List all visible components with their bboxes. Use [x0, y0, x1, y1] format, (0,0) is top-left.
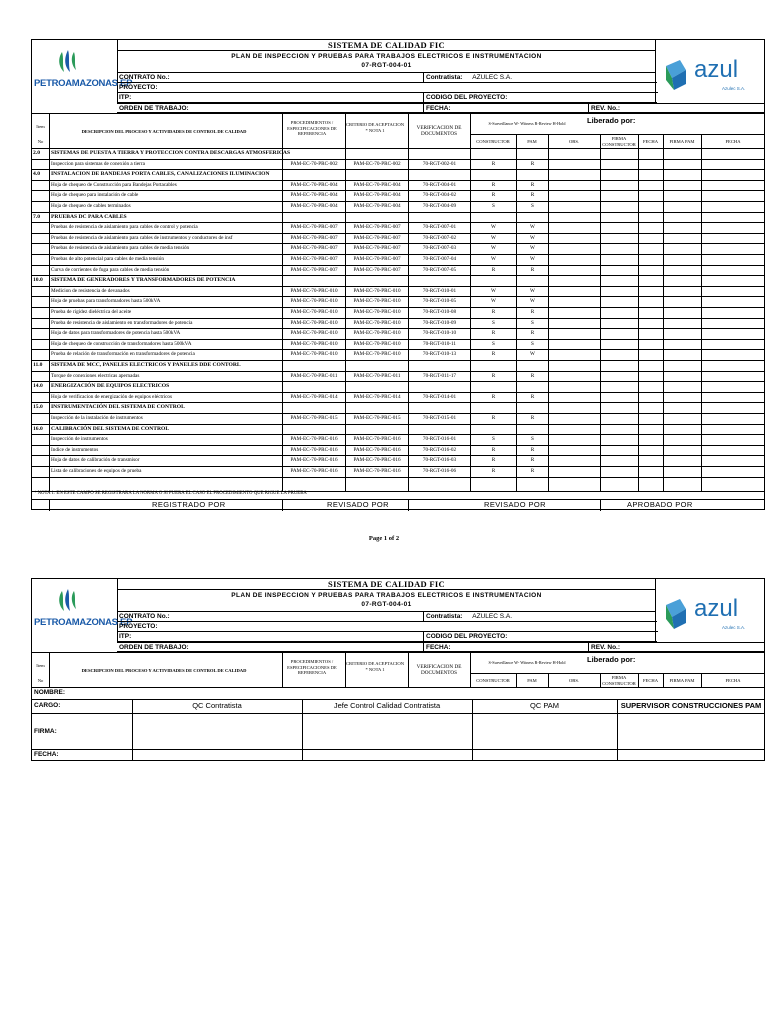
procedure-ref: PAM-EC-70-PRC-015: [290, 415, 338, 421]
pam-code: R: [530, 372, 535, 379]
procedure-ref: PAM-EC-70-PRC-010: [290, 298, 338, 305]
activity-description: Pruebas de resistencia de aislamiento para cables de control y potencia: [51, 224, 198, 231]
procedimientos-header-2: PROCEDIMIENTOS / ESPECIFICACIONES DE REFERENCIA: [287, 659, 337, 675]
activity-description: Hoja de chequeo de Construcción para Bandejas Portacables: [51, 181, 177, 188]
verification-doc: 70-RGT-002-01: [422, 160, 457, 167]
procedure-ref: PAM-EC-70-PRC-010: [290, 309, 338, 315]
procedure-ref: PAM-EC-70-PRC-014: [290, 393, 338, 400]
pam-code: W: [530, 234, 535, 241]
activity-description: Pruebas de resistencia de aislamiento para cables de media tensión: [51, 245, 190, 252]
procedure-ref: PAM-EC-70-PRC-007: [290, 256, 338, 262]
contratista-label: Contratista:: [426, 74, 463, 81]
criterio-header: CRITERIO DE ACEPTACION * NOTA 1: [345, 122, 405, 133]
activity-description: Hoja de chequeo de construcción de transformadores hasta 500kVA: [51, 340, 192, 347]
constructor-code: R: [491, 181, 496, 188]
acceptance-criteria: PAM-EC-70-PRC-010: [353, 330, 401, 337]
pam-code: W: [530, 298, 535, 305]
verification-doc: 70-RGT-004-02: [422, 192, 457, 199]
section-number: 7.0: [33, 213, 40, 220]
pam-header-2: PAM: [527, 678, 537, 683]
activity-description: Lista de calibraciones de equipos de prueba: [51, 468, 142, 474]
acceptance-criteria: PAM-EC-70-PRC-011: [353, 372, 401, 379]
fecha-field-2[interactable]: FECHA:: [423, 642, 588, 652]
acceptance-criteria: PAM-EC-70-PRC-016: [353, 436, 401, 443]
petroamazonas-name: PETROAMAZONAS EP: [34, 78, 133, 89]
pam-code: W: [530, 256, 535, 262]
no-header-2: No: [37, 678, 44, 683]
section-number: 4.0: [33, 171, 40, 178]
section-number: 2.0: [33, 150, 40, 156]
constructor-code: W: [491, 298, 496, 305]
proyecto-field[interactable]: PROYECTO:: [117, 83, 658, 93]
contratista-field[interactable]: [423, 73, 657, 83]
pam-code: R: [530, 457, 535, 464]
verification-doc: 70-RGT-016-01: [422, 436, 457, 443]
plan-title: [117, 50, 656, 73]
descripcion-header: DESCRIPCION DEL PROCESO Y ACTIVIDADES DE CONTROL DE CALIDAD: [81, 129, 247, 134]
activity-description: Pruebas de resistencia de aislamiento para cables de instrumentos y conductores de insf: [51, 234, 233, 241]
pam-code: R: [530, 468, 535, 474]
pam-code: R: [530, 446, 535, 453]
constructor-code: W: [491, 224, 496, 231]
constructor-code: S: [492, 436, 495, 443]
acceptance-criteria: PAM-EC-70-PRC-010: [353, 351, 401, 358]
verification-doc: 70-RGT-010-10: [422, 330, 457, 337]
verification-doc: 70-RGT-011-17: [422, 372, 457, 379]
contrato-field[interactable]: CONTRATO No.:: [117, 73, 423, 83]
section-number: 11.0: [33, 362, 43, 368]
pam-code: W: [530, 287, 535, 294]
acceptance-criteria: PAM-EC-70-PRC-010: [353, 309, 401, 315]
criterio-header-2: CRITERIO DE ACEPTACION * NOTA 1: [345, 661, 405, 672]
acceptance-criteria: PAM-EC-70-PRC-015: [353, 415, 401, 421]
constructor-code: W: [491, 245, 496, 252]
firma-constructor-header-2: FIRMA CONSTRUCTOR: [602, 675, 636, 686]
constructor-code: R: [491, 457, 496, 464]
constructor-code: W: [491, 234, 496, 241]
pam-code: R: [530, 415, 535, 421]
obs-header-2: OBS.: [568, 678, 580, 683]
page-1-sheet: [31, 39, 765, 510]
plan-code: 07-RGT-004-01: [361, 62, 412, 69]
petroamazonas-drop-icon-2: [32, 579, 116, 643]
activity-description: Hoja de datos para transformadores de potencia hasta 500kVA: [51, 330, 181, 337]
constructor-code: S: [492, 203, 495, 209]
procedure-ref: PAM-EC-70-PRC-016: [290, 436, 338, 443]
verification-doc: 70-RGT-016-03: [422, 457, 457, 464]
procedure-ref: PAM-EC-70-PRC-002: [290, 160, 338, 167]
constructor-code: R: [491, 415, 496, 421]
procedure-ref: PAM-EC-70-PRC-004: [290, 181, 338, 188]
item-header-2: Item: [36, 663, 45, 668]
firma-constructor-header: FIRMA CONSTRUCTOR: [602, 136, 636, 147]
activity-description: Hoja de datos de calibración de transmisor: [51, 457, 140, 464]
activity-description: Inspección de instrumentos: [51, 436, 108, 443]
procedure-ref: PAM-EC-70-PRC-007: [290, 234, 338, 241]
pam-code: R: [530, 192, 535, 199]
itp-field[interactable]: ITP:: [117, 93, 423, 103]
constructor-header: CONSTRUCTOR: [476, 139, 510, 144]
activity-description: Inspección de la instalación de instrumentos: [51, 415, 143, 421]
section-title: CALIBRACIÓN DEL SISTEMA DE CONTROL: [51, 425, 170, 432]
activity-description: Inspeccion para sistemas de conexión a tierra: [51, 160, 145, 167]
procedure-ref: PAM-EC-70-PRC-007: [290, 266, 338, 273]
verification-doc: 70-RGT-007-03: [422, 245, 457, 252]
constructor-code: R: [491, 266, 496, 273]
constructor-code: W: [491, 287, 496, 294]
liberado-header-2: Liberado por:: [587, 655, 636, 664]
page-number: Page 1 of 2: [368, 535, 400, 542]
constructor-code: R: [491, 351, 496, 358]
verification-doc: 70-RGT-007-01: [422, 224, 457, 231]
fecha-sig-label: FECHA:: [34, 751, 59, 758]
plan-title-2: [117, 589, 656, 612]
firma-label: FIRMA:: [34, 728, 57, 735]
verificacion-header: VERIFICACION DE DOCUMENTOS: [416, 125, 462, 137]
constructor-header-2: CONSTRUCTOR: [476, 678, 510, 683]
pam-code: R: [530, 330, 535, 337]
activity-description: Hoja de chequeo de cables terminados: [51, 203, 131, 209]
acceptance-criteria: PAM-EC-70-PRC-007: [353, 245, 401, 252]
acceptance-criteria: PAM-EC-70-PRC-010: [353, 287, 401, 294]
azul-subtitle: Azulec S.A.: [722, 86, 746, 91]
constructor-code: R: [491, 330, 496, 337]
verification-doc: 70-RGT-007-04: [422, 256, 457, 262]
section-title: SISTEMA DE MCC, PANELES ELECTRICOS Y PANELES DDE CONTORL: [51, 362, 241, 368]
nombre-label: NOMBRE:: [34, 689, 66, 696]
activity-description: Pruebas de alto potencial para cables de media tensión: [51, 256, 164, 262]
petroamazonas-name-2: PETROAMAZONAS EP: [34, 617, 133, 628]
plan-title-text-2: PLAN DE INSPECCION Y PRUEBAS PARA TRABAJOS ELECTRICOS E INSTRUMENTACION: [231, 592, 542, 599]
verificacion-header-2: VERIFICACION DE DOCUMENTOS: [416, 664, 462, 676]
procedimientos-header: PROCEDIMIENTOS / ESPECIFICACIONES DE REFERENCIA: [287, 120, 337, 136]
orden-field-2[interactable]: ORDEN DE TRABAJO:: [117, 642, 423, 652]
plan-code-2: 07-RGT-004-01: [361, 601, 412, 608]
acceptance-criteria: PAM-EC-70-PRC-010: [353, 340, 401, 347]
role-supervisor-construcciones: SUPERVISOR CONSTRUCCIONES PAM: [620, 701, 762, 710]
constructor-code: S: [492, 340, 495, 347]
acceptance-criteria: PAM-EC-70-PRC-007: [353, 234, 401, 241]
activity-description: Medicion de resistencia de devanados: [51, 287, 130, 294]
fecha1-header-2: FECHA: [642, 678, 659, 683]
petroamazonas-drop-icon: [32, 40, 116, 104]
section-title: ENERGIZACIÓN DE EQUIPOS ELECTRICOS: [51, 383, 170, 390]
contratista-label-2: Contratista:: [426, 613, 463, 620]
section-title: SISTEMAS DE PUESTA A TIERRA Y PROTECCION CONTRA DESCARGAS ATMOSFERICAS: [51, 150, 291, 156]
pam-code: W: [530, 224, 535, 231]
page-2-sheet: [31, 578, 765, 761]
aprobado-por: APROBADO POR: [627, 500, 693, 509]
procedure-ref: PAM-EC-70-PRC-007: [290, 245, 338, 252]
pam-code: R: [530, 393, 535, 400]
contratista-value-2: AZULEC S.A.: [472, 613, 513, 620]
azul-subtitle-2: Azulec S.A.: [722, 625, 746, 630]
acceptance-criteria: PAM-EC-70-PRC-010: [353, 319, 401, 326]
cargo-label: CARGO:: [34, 702, 61, 709]
azul-logo: [655, 40, 764, 104]
verification-doc: 70-RGT-010-13: [422, 351, 457, 358]
pam-code: S: [531, 319, 534, 326]
verification-doc: 70-RGT-010-11: [422, 340, 457, 347]
verification-doc: 70-RGT-010-09: [422, 319, 457, 326]
fecha-field[interactable]: FECHA:: [423, 103, 588, 113]
azul-wordmark: azul: [694, 56, 739, 83]
azul-logo-2: [655, 579, 764, 643]
orden-field[interactable]: ORDEN DE TRABAJO:: [117, 103, 423, 113]
activity-description: Torque de conexiones electricas apernadas: [51, 372, 140, 379]
constructor-code: R: [491, 160, 496, 167]
verification-doc: 70-RGT-010-01: [422, 287, 457, 294]
rev-field-2[interactable]: REV. No.:: [588, 642, 765, 652]
procedure-ref: PAM-EC-70-PRC-010: [290, 340, 338, 347]
role-qc-contratista: QC Contratista: [192, 701, 242, 710]
activity-description: Prueba de rigidez dieléctrica del aceite: [51, 309, 132, 315]
procedure-ref: PAM-EC-70-PRC-010: [290, 351, 338, 358]
contrato-field-2[interactable]: CONTRATO No.:: [117, 612, 423, 622]
acceptance-criteria: PAM-EC-70-PRC-014: [353, 393, 401, 400]
codigo-field[interactable]: CODIGO DEL PROYECTO:: [423, 93, 657, 103]
verification-doc: 70-RGT-004-01: [422, 181, 457, 188]
activity-description: Curva de corrientes de fuga para cables de media tensión: [51, 266, 170, 273]
plan-title-text: PLAN DE INSPECCION Y PRUEBAS PARA TRABAJOS ELECTRICOS E INSTRUMENTACION: [231, 53, 542, 60]
pam-code: R: [530, 160, 535, 167]
nota-1: * NOTA 1: EN ESTE CAMPO SE REGISTRARA LA NORMA O SI FUERA EL CASO EL PROCEDIMIENTO QUE RIGUE LA PRUEBA: [34, 491, 307, 496]
firma-pam-header: FIRMA PAM: [669, 139, 695, 144]
fecha1-header: FECHA: [642, 139, 659, 144]
section-title: PRUEBAS DC PARA CABLES: [51, 213, 127, 220]
acceptance-criteria: PAM-EC-70-PRC-004: [353, 203, 401, 209]
procedure-ref: PAM-EC-70-PRC-010: [290, 330, 338, 337]
activity-description: Indice de instrumentos: [51, 446, 99, 453]
constructor-code: R: [491, 372, 496, 379]
verification-doc: 70-RGT-010-05: [422, 298, 457, 305]
role-jefe-control-calidad: Jefe Control Calidad Contratista: [333, 701, 441, 710]
system-title: SISTEMA DE CALIDAD FIC: [117, 40, 656, 51]
activity-description: Hoja de verificacion de energización de equipos eléctricos: [51, 393, 173, 400]
acceptance-criteria: PAM-EC-70-PRC-016: [353, 457, 401, 464]
pam-code: W: [530, 245, 535, 252]
pam-code: R: [530, 181, 535, 188]
section-number: 15.0: [33, 404, 43, 411]
descripcion-header-2: DESCRIPCION DEL PROCESO Y ACTIVIDADES DE CONTROL DE CALIDAD: [81, 668, 247, 673]
legend-text-2: S-Surveillance W- Witness R-Review H-Hold: [488, 660, 566, 665]
role-qc-pam: QC PAM: [529, 701, 560, 710]
firma-pam-header-2: FIRMA PAM: [669, 678, 695, 683]
acceptance-criteria: PAM-EC-70-PRC-004: [353, 192, 401, 199]
section-title: INSTALACION DE BANDEJAS PORTA CABLES, CANALIZACIONES ILUMINACION: [51, 171, 270, 178]
verification-doc: 70-RGT-007-05: [422, 266, 457, 273]
constructor-code: S: [492, 319, 495, 326]
liberado-header: Liberado por:: [587, 116, 636, 125]
procedure-ref: PAM-EC-70-PRC-004: [290, 192, 338, 199]
acceptance-criteria: PAM-EC-70-PRC-016: [353, 468, 401, 474]
pam-code: R: [530, 266, 535, 273]
acceptance-criteria: PAM-EC-70-PRC-016: [353, 446, 401, 453]
constructor-code: W: [491, 256, 496, 262]
azul-wordmark-2: azul: [694, 595, 739, 622]
activity-description: Hoja de chequeo para instalación de cable: [51, 192, 139, 199]
verification-doc: 70-RGT-010-08: [422, 309, 457, 315]
acceptance-criteria: PAM-EC-70-PRC-004: [353, 181, 401, 188]
constructor-code: R: [491, 309, 496, 315]
section-title: SISTEMA DE GENERADORES Y TRANSFORMADORES DE POTENCIA: [51, 277, 236, 284]
procedure-ref: PAM-EC-70-PRC-016: [290, 468, 338, 474]
procedure-ref: PAM-EC-70-PRC-010: [290, 319, 338, 326]
verification-doc: 70-RGT-014-01: [422, 393, 457, 400]
verification-doc: 70-RGT-016-06: [422, 468, 457, 474]
procedure-ref: PAM-EC-70-PRC-016: [290, 457, 338, 464]
pam-code: S: [531, 203, 534, 209]
section-title: INSTRUMENTACIÓN DEL SISTEMA DE CONTROL: [51, 404, 185, 411]
itp-field-2[interactable]: ITP:: [117, 632, 423, 642]
section-number: 16.0: [33, 425, 43, 432]
procedure-ref: PAM-EC-70-PRC-010: [290, 287, 338, 294]
procedure-ref: PAM-EC-70-PRC-004: [290, 203, 338, 209]
fecha2-header-2: FECHA: [725, 678, 741, 683]
pam-code: S: [531, 436, 534, 443]
fecha2-header: FECHA: [725, 139, 741, 144]
verification-doc: 70-RGT-004-09: [422, 203, 457, 209]
acceptance-criteria: PAM-EC-70-PRC-007: [353, 224, 401, 231]
section-number: 10.0: [33, 277, 43, 284]
constructor-code: R: [491, 192, 496, 199]
acceptance-criteria: PAM-EC-70-PRC-007: [353, 266, 401, 273]
table-row: [32, 466, 764, 478]
legend-text: S-Surveillance W- Witness R-Review H-Hold: [488, 121, 566, 126]
obs-header: OBS.: [568, 139, 580, 144]
constructor-code: R: [491, 393, 496, 400]
pam-header: PAM: [527, 139, 537, 144]
revisado-por-1: REVISADO POR: [327, 500, 389, 509]
codigo-field-2[interactable]: CODIGO DEL PROYECTO:: [423, 632, 657, 642]
constructor-code: R: [491, 468, 496, 474]
rev-field[interactable]: REV. No.:: [588, 103, 765, 113]
section-number: 14.0: [33, 383, 43, 390]
verification-doc: 70-RGT-015-01: [422, 415, 457, 421]
system-title-2: SISTEMA DE CALIDAD FIC: [117, 579, 656, 590]
verification-doc: 70-RGT-016-02: [422, 446, 457, 453]
revisado-por-2: REVISADO POR: [484, 500, 546, 509]
activity-description: Prueba de relación de transformación en transformadores de potencia: [51, 351, 195, 358]
constructor-code: R: [491, 446, 496, 453]
pam-code: R: [530, 309, 535, 315]
activity-description: Hoja de pruebas para transformadores hasta 500kVA: [51, 298, 161, 305]
acceptance-criteria: PAM-EC-70-PRC-010: [353, 298, 401, 305]
procedure-ref: PAM-EC-70-PRC-007: [290, 224, 338, 231]
activity-description: Prueba de resistencia de aislamiento en transformadores de potencia: [51, 319, 193, 326]
pam-code: W: [530, 351, 535, 358]
procedure-ref: PAM-EC-70-PRC-016: [290, 446, 338, 453]
contratista-value: AZULEC S.A.: [472, 74, 513, 81]
procedure-ref: PAM-EC-70-PRC-011: [290, 372, 338, 379]
pam-code: S: [531, 340, 534, 347]
no-header: No: [37, 139, 44, 144]
contratista-field-2[interactable]: [423, 612, 657, 622]
proyecto-field-2[interactable]: PROYECTO:: [117, 622, 658, 632]
registrado-por: REGISTRADO POR: [152, 500, 226, 509]
item-header: Item: [36, 124, 45, 129]
acceptance-criteria: PAM-EC-70-PRC-002: [353, 160, 401, 167]
acceptance-criteria: PAM-EC-70-PRC-007: [353, 256, 401, 262]
verification-doc: 70-RGT-007-02: [422, 234, 457, 241]
